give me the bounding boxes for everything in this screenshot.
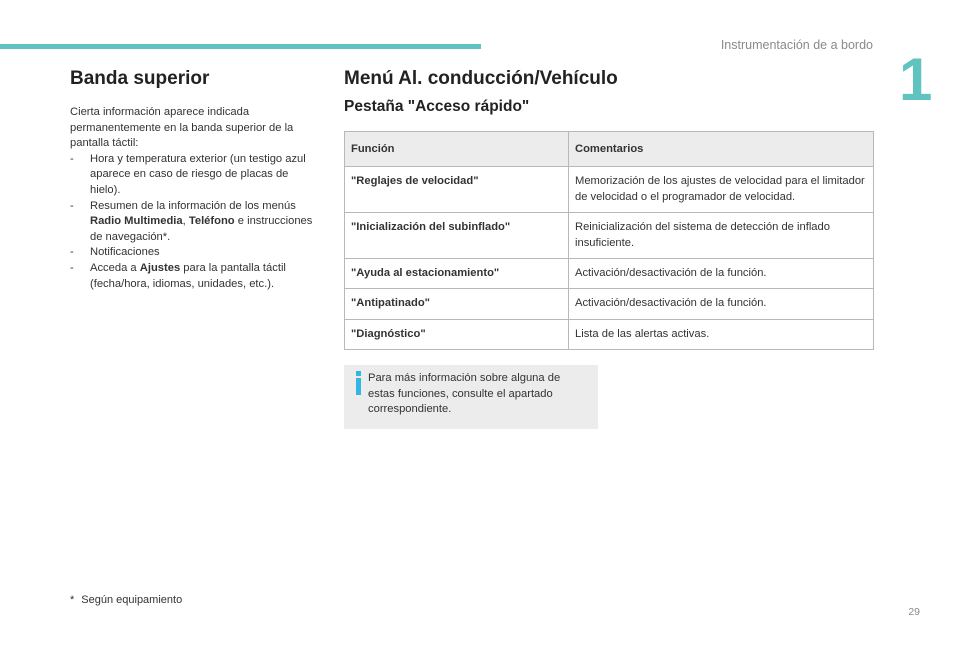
info-box	[344, 365, 598, 429]
list-item: - Hora y temperatura exterior (un testigo azul aparece en caso de riesgo de placas de hielo).	[70, 152, 306, 196]
info-list	[70, 152, 320, 292]
list-item: - Notificaciones	[70, 246, 160, 259]
chapter-number: 1	[899, 46, 933, 113]
intro-paragraph: Cierta información aparece indicada permanentemente en la banda superior de la pantalla táctil:	[70, 106, 294, 150]
chapter-title: Instrumentación de a bordo	[720, 38, 873, 52]
column-header-comentarios: Comentarios	[569, 132, 874, 167]
functions-table	[344, 131, 874, 350]
list-item: - Resumen de la información de los menús Radio Multimedia, Teléfono e instrucciones de navegación*.	[70, 199, 313, 243]
table-cell-comment: Memorización de los ajustes de velocidad para el limitador de velocidad o el programador de velocidad.	[569, 167, 874, 213]
section-title-banda-superior: Banda superior	[70, 68, 210, 89]
section-title-menu: Menú Al. conducción/Vehículo	[344, 68, 618, 89]
table-cell-comment: Reinicialización del sistema de detección de inflado insuficiente.	[569, 213, 874, 259]
column-header-funcion: Función	[345, 132, 569, 167]
table-row	[345, 167, 874, 213]
table-row	[345, 213, 874, 259]
table-cell-function: "Antipatinado"	[345, 289, 569, 319]
table-cell-comment: Activación/desactivación de la función.	[569, 289, 874, 319]
footnote-text: Según equipamiento	[81, 594, 183, 606]
right-column	[344, 68, 874, 350]
table-row	[345, 259, 874, 289]
table-row	[345, 319, 874, 349]
table-cell-function: "Ayuda al estacionamiento"	[345, 259, 569, 289]
table-row	[345, 289, 874, 319]
footnote-marker: *	[70, 594, 75, 606]
footnote	[70, 594, 182, 606]
info-text: Para más información sobre alguna de estas funciones, consulte el apartado correspondiente.	[368, 372, 561, 416]
info-icon	[354, 371, 364, 395]
list-item: - Acceda a Ajustes para la pantalla táctil (fecha/hora, idiomas, unidades, etc.).	[70, 261, 286, 290]
table-cell-comment: Lista de las alertas activas.	[569, 319, 874, 349]
table-cell-comment: Activación/desactivación de la función.	[569, 259, 874, 289]
table-cell-function: "Inicialización del subinflado"	[345, 213, 569, 259]
page-number: 29	[908, 606, 920, 618]
table-cell-function: "Reglajes de velocidad"	[345, 167, 569, 213]
table-header-row	[345, 132, 874, 167]
header-accent-bar	[0, 44, 481, 49]
left-column	[70, 68, 320, 292]
table-cell-function: "Diagnóstico"	[345, 319, 569, 349]
subsection-title: Pestaña "Acceso rápido"	[344, 98, 530, 115]
